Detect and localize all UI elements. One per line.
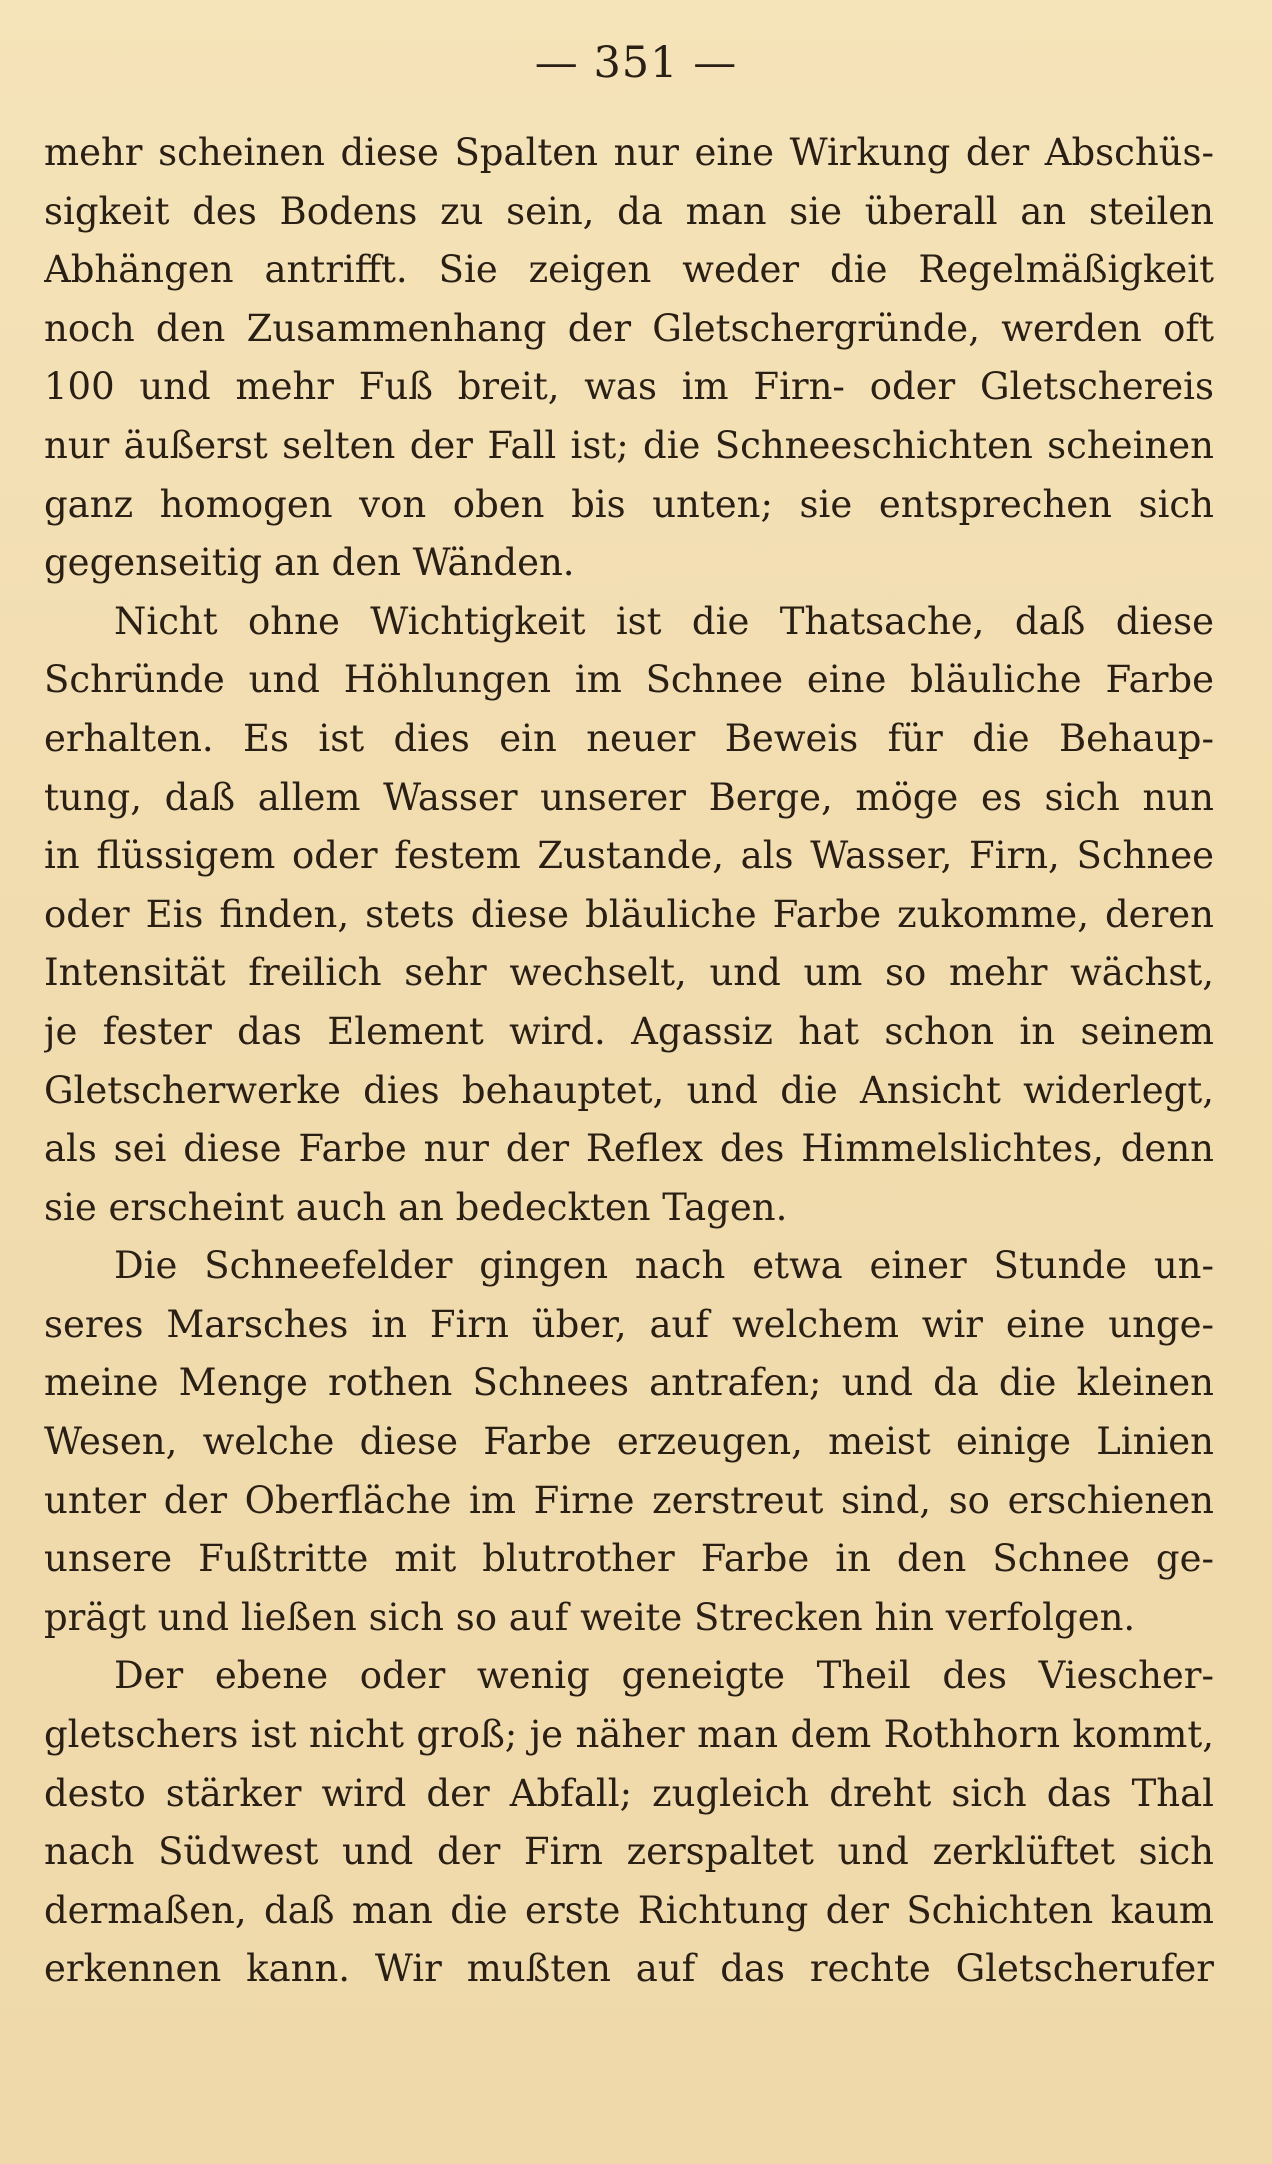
text-line: Intensität freilich sehr wechselt, und um so mehr wächst,	[44, 951, 1214, 995]
text-line: gletschers ist nicht groß; je näher man dem Rothhorn kommt,	[44, 1713, 1214, 1757]
text-line: Abhängen antrifft. Sie zeigen weder die Regelmäßigkeit	[44, 248, 1214, 292]
text-line: seres Marsches in Firn über, auf welchem wir eine unge-	[44, 1302, 1214, 1346]
text-line: dermaßen, daß man die erste Richtung der Schichten kaum	[44, 1888, 1214, 1932]
paragraph-start-line: Der ebene oder wenig geneigte Theil des Viescher-	[114, 1654, 1214, 1698]
text-line: noch den Zusammenhang der Gletschergründe, werden oft	[44, 306, 1214, 350]
text-line: je fester das Element wird. Agassiz hat schon in seinem	[44, 1009, 1214, 1053]
text-line: sie erscheint auch an bedeckten Tagen.	[44, 1185, 788, 1229]
text-line: 100 und mehr Fuß breit, was im Firn- oder Gletschereis	[44, 365, 1214, 409]
text-line: erhalten. Es ist dies ein neuer Beweis für die Behaup-	[44, 716, 1214, 760]
text-line: sigkeit des Bodens zu sein, da man sie überall an steilen	[44, 189, 1214, 233]
paragraph-start-line: Nicht ohne Wichtigkeit ist die Thatsache, daß diese	[114, 599, 1214, 643]
text-line: unsere Fußtritte mit blutrother Farbe in den Schnee ge-	[44, 1537, 1214, 1581]
paragraph-start-line: Die Schneefelder gingen nach etwa einer Stunde un-	[114, 1244, 1214, 1288]
page-number: — 351 —	[534, 38, 738, 88]
text-line: mehr scheinen diese Spalten nur eine Wirkung der Abschüs-	[44, 131, 1214, 174]
body-text	[44, 124, 1214, 1999]
text-line: als sei diese Farbe nur der Reflex des Himmelslichtes, denn	[44, 1127, 1214, 1171]
text-line: Schründe und Höhlungen im Schnee eine bläuliche Farbe	[44, 658, 1214, 702]
text-line: ganz homogen von oben bis unten; sie entsprechen sich	[44, 482, 1214, 526]
text-line: unter der Oberfläche im Firne zerstreut sind, so erschienen	[44, 1478, 1214, 1522]
text-line: meine Menge rothen Schnees antrafen; und da die kleinen	[44, 1361, 1214, 1405]
text-line: Gletscherwerke dies behauptet, und die Ansicht widerlegt,	[44, 1068, 1214, 1112]
text-line: Wesen, welche diese Farbe erzeugen, meist einige Linien	[44, 1420, 1214, 1464]
text-line: desto stärker wird der Abfall; zugleich dreht sich das Thal	[44, 1771, 1214, 1815]
text-line: tung, daß allem Wasser unserer Berge, möge es sich nun	[44, 775, 1214, 819]
text-line: nur äußerst selten der Fall ist; die Schneeschichten scheinen	[44, 423, 1214, 467]
text-line: nach Südwest und der Firn zerspaltet und zerklüftet sich	[44, 1830, 1214, 1874]
text-line: gegenseitig an den Wänden.	[44, 541, 575, 585]
text-line: erkennen kann. Wir mußten auf das rechte Gletscherufer	[44, 1947, 1214, 1991]
text-line: prägt und ließen sich so auf weite Strecken hin verfolgen.	[44, 1595, 1136, 1639]
text-line: oder Eis finden, stets diese bläuliche Farbe zukomme, deren	[44, 892, 1214, 936]
text-line: in flüssigem oder festem Zustande, als Wasser, Firn, Schnee	[44, 834, 1214, 878]
